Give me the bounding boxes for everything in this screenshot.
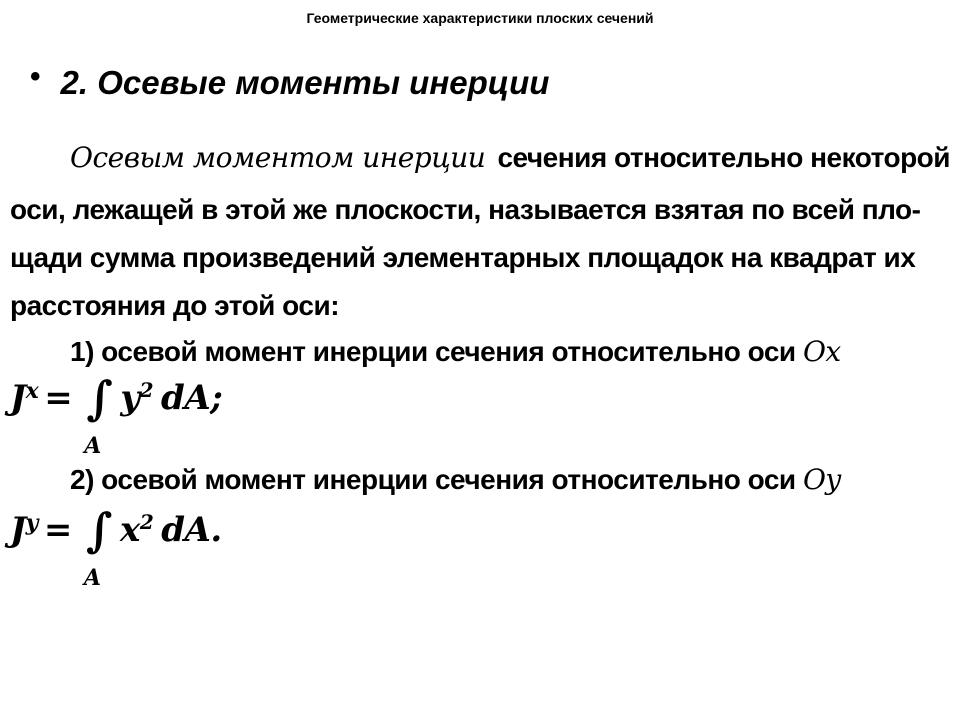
formula-jx-rest: dA;: [161, 378, 223, 418]
section-heading-text: 2. Осевые моменты инерции: [60, 64, 550, 101]
formula-jy-var: x: [120, 510, 140, 550]
formula-jx-sub: x: [25, 378, 39, 404]
bullet-icon: •: [30, 60, 41, 93]
formula-jy-domain: A: [83, 565, 101, 591]
item-2-text-line: [70, 462, 841, 498]
item-2-text: 2) осевой момент инерции сечения относительно оси: [70, 464, 796, 495]
formula-jy-rest: dA.: [161, 510, 222, 550]
formula-jx-lhs: J: [10, 378, 26, 418]
formula-jy-sub: y: [25, 510, 38, 536]
item-1-text-line: [70, 334, 841, 370]
definition-line-4: расстояния до этой оси:: [10, 290, 340, 321]
formula-jx-power: 2: [139, 378, 154, 402]
formula-jx-domain: A: [84, 433, 101, 459]
integral-icon: ∫ A: [86, 510, 112, 550]
definition-line-3: щади сумма произведений элементарных площадок на квадрат их: [10, 242, 916, 273]
item-2-axis: Oy: [802, 463, 841, 496]
formula-jx: [10, 371, 223, 459]
formula-jy-lhs: J: [10, 510, 26, 550]
definition-line-1-rest: сечения относительно некоторой: [497, 142, 950, 173]
formula-jy-eq: =: [43, 510, 72, 550]
formula-jy: [10, 503, 222, 591]
formula-jy-power: 2: [139, 510, 154, 534]
integral-icon: ∫ A: [86, 378, 112, 418]
item-1-text: 1) осевой момент инерции сечения относительно оси: [70, 336, 796, 367]
definition-term: Осевым моментом инерции: [70, 141, 486, 174]
formula-jx-eq: =: [44, 378, 73, 418]
formula-jx-var: y: [120, 378, 140, 418]
section-heading: [30, 60, 550, 102]
definition-line-1: [70, 140, 950, 176]
item-1-axis: Ox: [802, 335, 841, 368]
definition-line-2: оси, лежащей в этой же плоскости, называется взятая по всей пло-: [10, 194, 921, 225]
slide-header: Геометрические характеристики плоских сечений: [306, 10, 654, 26]
